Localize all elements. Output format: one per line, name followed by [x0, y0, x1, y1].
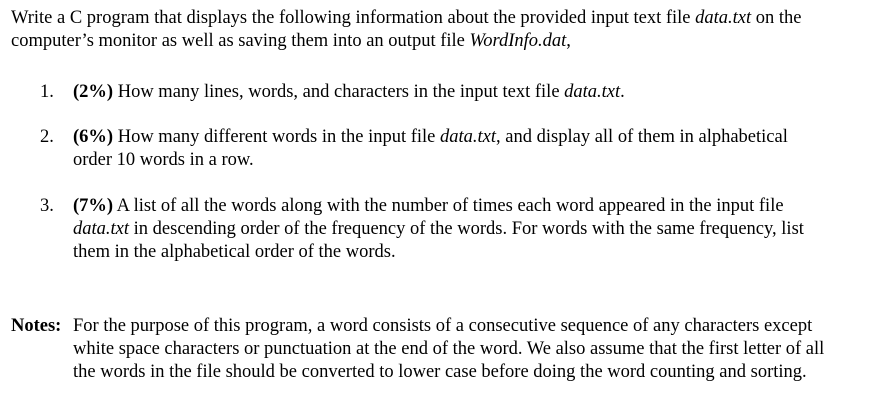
task-filename: data.txt [73, 219, 130, 239]
task-text-end: . [620, 82, 625, 102]
intro-text-part1: Write a C program that displays the following information about the provided input text file [11, 8, 696, 28]
task-number: 3. [40, 196, 54, 216]
assignment-intro [11, 7, 866, 53]
intro-text-part3: , [566, 31, 571, 51]
task-text-end: in descending order of the frequency of the words. For words with the same frequency, list them in the alphabetical order of the words. [73, 219, 804, 262]
task-item [40, 81, 830, 104]
task-text-end: , and display all of them in alphabetical order 10 words in a row. [73, 127, 788, 170]
task-weight: (6%) [73, 127, 114, 147]
task-text: A list of all the words along with the number of times each word appeared in the input file [113, 196, 784, 216]
task-number: 1. [40, 82, 54, 102]
task-weight: (2%) [73, 82, 114, 102]
task-text: How many lines, words, and characters in the input text file [113, 82, 565, 102]
task-filename: data.txt [564, 82, 621, 102]
task-number: 2. [40, 127, 54, 147]
output-filename: WordInfo.dat [469, 31, 567, 51]
notes-label: Notes: [11, 316, 62, 336]
task-item [40, 126, 830, 172]
task-filename: data.txt [440, 127, 497, 147]
notes-section [11, 315, 851, 384]
input-filename: data.txt [695, 8, 752, 28]
task-text: How many different words in the input file [113, 127, 441, 147]
task-weight: (7%) [73, 196, 114, 216]
task-item [40, 195, 830, 264]
notes-text: For the purpose of this program, a word consists of a consecutive sequence of any characters except white space characters or punctuation at the end of the word. We also assume that the first letter of all the words in the file should be converted to lower case before doing the word counting and sorting. [73, 316, 825, 382]
intro-text-part2: on the computer’s monitor as well as saving them into an output file [11, 8, 802, 51]
